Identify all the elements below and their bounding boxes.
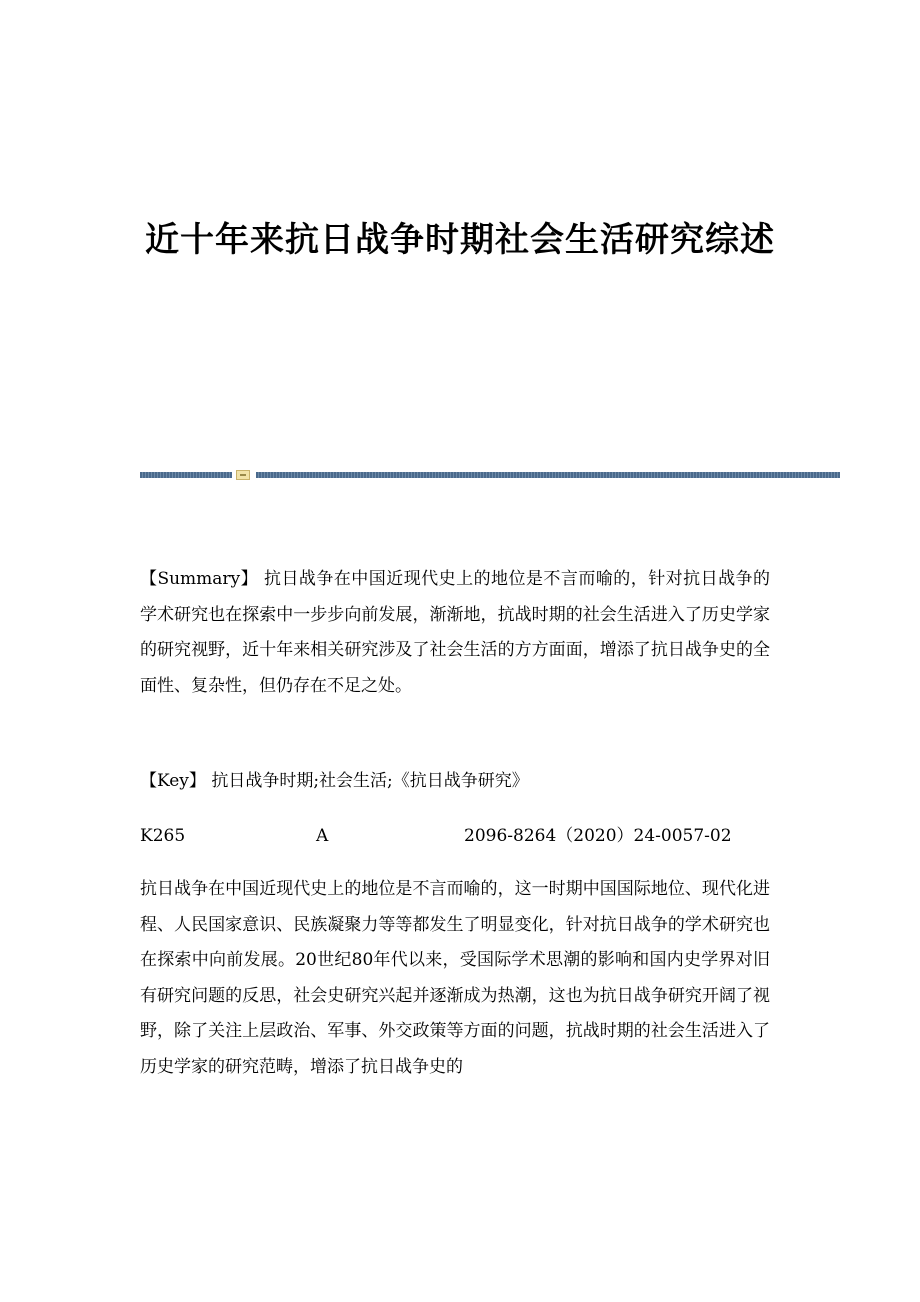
- body-paragraph: 抗日战争在中国近现代史上的地位是不言而喻的，这一时期中国国际地位、现代化进程、人民国家意识、民族凝聚力等等都发生了明显变化，针对抗日战争的学术研究也在探索中向前发展。20世纪80年代以来，受国际学术思潮的影响和国内史学界对旧有研究问题的反思，社会史研究兴起并逐渐成为热潮，这也为抗日战争研究开阔了视野，除了关注上层政治、军事、外交政策等方面的问题，抗战时期的社会生活进入了历史学家的研究范畴，增添了抗日战争史的: [140, 879, 770, 1077]
- summary-label: 【Summary】: [140, 569, 259, 589]
- article-id: 2096-8264（2020）24-0057-02: [464, 826, 732, 846]
- summary-text: 抗日战争在中国近现代史上的地位是不言而喻的，针对抗日战争的学术研究也在探索中一步步向前发展，渐渐地，抗战时期的社会生活进入了历史学家的研究视野，近十年来相关研究涉及了社会生活的方方面面，增添了抗日战争史的全面性、复杂性，但仍存在不足之处。: [140, 569, 771, 696]
- doc-code: A: [316, 826, 329, 846]
- divider-bar-left: [140, 472, 232, 478]
- classification-codes: [140, 818, 770, 854]
- keywords-paragraph: [140, 764, 770, 800]
- keywords-text: 抗日战争时期;社会生活;《抗日战争研究》: [211, 771, 529, 791]
- title-divider: [140, 470, 840, 480]
- summary-paragraph: [140, 562, 770, 704]
- keywords-label: 【Key】: [140, 771, 206, 791]
- divider-bar-right: [256, 472, 840, 478]
- document-title: 近十年来抗日战争时期社会生活研究综述: [145, 220, 775, 260]
- divider-ornament-icon: [236, 470, 250, 480]
- class-code: K265: [140, 826, 186, 846]
